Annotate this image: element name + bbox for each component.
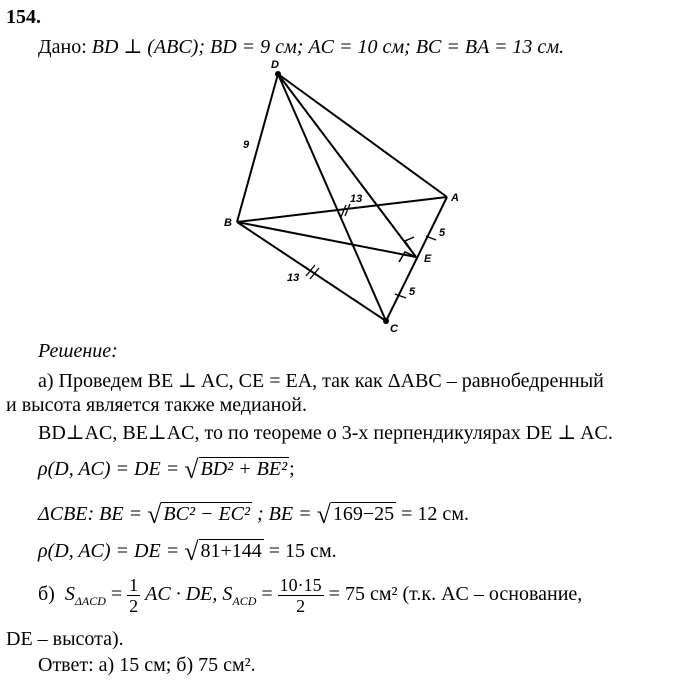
formula-distance-1: ρ(D, AC) = DE = √ BD² + BE² ; — [38, 455, 295, 484]
solution-label: Решение: — [38, 340, 118, 362]
label-a: A — [451, 192, 459, 204]
formula-area: б) $S_{\Delta ACD}$ = $\frac{1}{2}$ AC · DE, $S_{ACD}$ = $\frac{10\cdot 15}{2}$ = 75 см² (т.к. AC – основание, — [38, 574, 583, 616]
formula-cbe: ΔCBE: BE = √ BC² − EC² ; BE = √ 169−25 = 12 см. — [38, 500, 469, 529]
edge-da — [278, 74, 447, 197]
line-a2: и высота является также медианой. — [6, 394, 307, 416]
label-ba: 13 — [350, 193, 363, 205]
label-b: B — [224, 217, 232, 229]
label-ae: 5 — [439, 227, 446, 239]
label-ec: 5 — [409, 286, 416, 298]
label-bd: 9 — [243, 139, 250, 151]
given-text: BD ⊥ (ABC); BD = 9 см; AC = 10 см; BC = BA = 13 см. — [86, 36, 565, 58]
formula-distance-2: ρ(D, AC) = DE = √ 81+144 = 15 см. — [38, 537, 337, 566]
answer: Ответ: а) 15 см; б) 75 см². — [38, 654, 256, 676]
line-a3: BD⊥AC, BE⊥AC, то по теореме о 3-х перпендикулярах DE ⊥ AC. — [38, 422, 613, 444]
label-c: C — [390, 323, 398, 335]
fraction-half: $\frac{1}{2}$ — [129, 574, 139, 616]
edge-ac — [386, 197, 447, 321]
problem-number: 154. — [6, 6, 41, 28]
label-d: D — [271, 59, 279, 71]
label-bc: 13 — [287, 272, 300, 284]
right-angle-mark-1 — [405, 237, 414, 250]
given-label: Дано: — [38, 36, 87, 58]
line-a1: а) Проведем BE ⊥ AC, CE = EA, так как ΔABC – равнобедренный — [38, 370, 604, 392]
pyramid-figure — [0, 0, 697, 340]
label-e: E — [424, 253, 432, 265]
fraction-area: $\frac{10\cdot 15}{2}$ — [279, 574, 322, 616]
dot-c — [383, 318, 389, 324]
line-b2: DE – высота). — [6, 628, 124, 650]
dot-d — [275, 71, 281, 77]
